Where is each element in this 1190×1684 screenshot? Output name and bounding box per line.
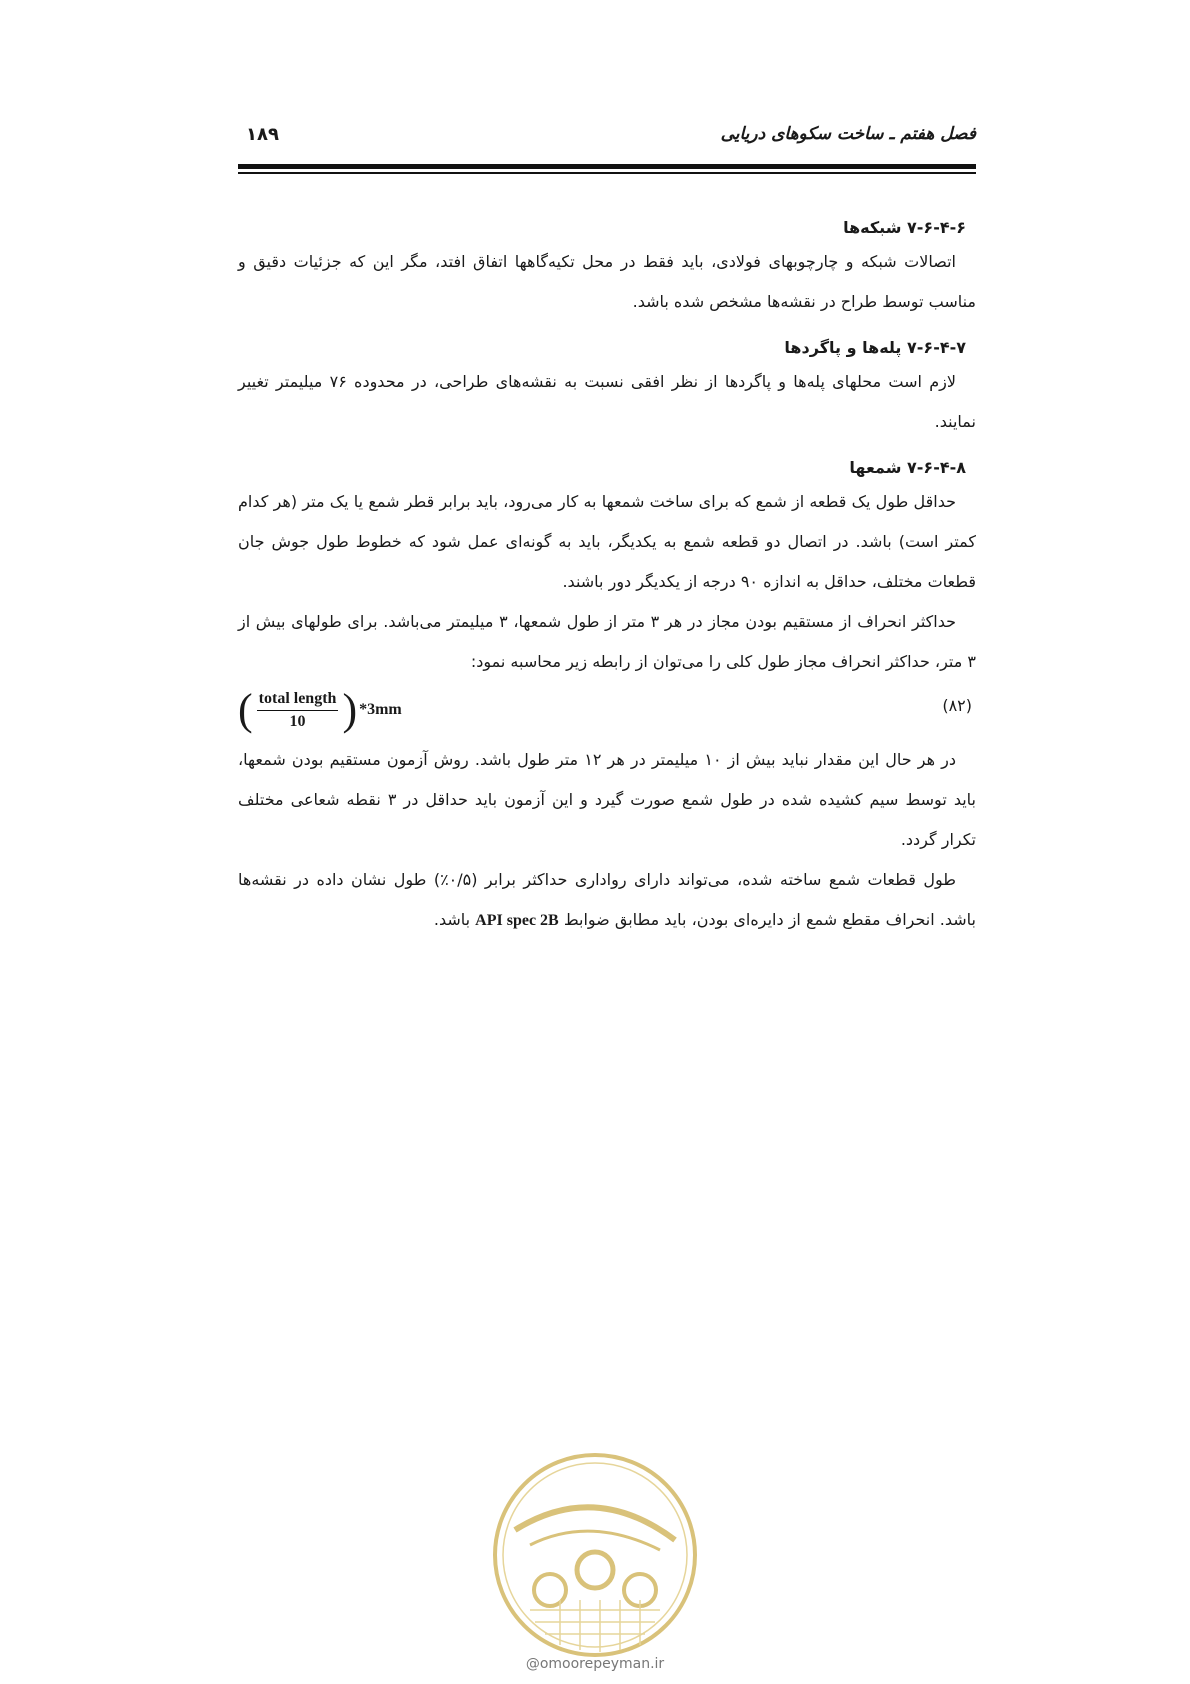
chapter-title: فصل هفتم ـ ساخت سکوهای دریایی (720, 124, 976, 144)
paragraph-piles-1: حداقل طول یک قطعه از شمع که برای ساخت شمعها به کار می‌رود، باید برابر قطر شمع یا یک متر (هر کدام کمتر است) باشد. در اتصال دو قطعه شمع به یکدیگر، باید به گونه‌ای عمل شود که خطوط طول جوش جان قطعات مختلف، حداقل به اندازه ۹۰ درجه از یکدیگر دور باشند. (238, 492, 976, 591)
left-paren: ( (238, 685, 253, 734)
fraction-denominator: 10 (289, 712, 306, 730)
header-rule-thin (238, 172, 976, 174)
header-rule-thick (238, 164, 976, 169)
equation-number: (۸۲) (942, 696, 972, 715)
fraction-numerator: total length (257, 690, 339, 711)
section-heading-piles: ۷-۶-۴-۸ شمعها (849, 458, 966, 477)
standard-reference: API spec 2B (475, 912, 559, 929)
formula-82 (238, 684, 976, 738)
page-body (238, 214, 976, 941)
page-number: ۱۸۹ (246, 124, 279, 145)
watermark-logo-icon (490, 1450, 700, 1660)
formula-multiplier: *3mm (359, 701, 402, 718)
paragraph-piles-2: حداکثر انحراف از مستقیم بودن مجاز در هر ۳ متر از طول شمعها، ۳ میلیمتر می‌باشد. برای طولهای بیش از ۳ متر، حداکثر انحراف مجاز طول کلی را می‌توان از رابطه زیر محاسبه نمود: (238, 612, 976, 671)
paragraph-stairs: لازم است محلهای پله‌ها و پاگردها از نظر افقی نسبت به نقشه‌های طراحی، در محدوده ۷۶ میلیمتر تغییر نمایند. (238, 372, 976, 431)
section-heading-stairs: ۷-۶-۴-۷ پله‌ها و پاگردها (784, 338, 966, 357)
page-header (238, 124, 976, 154)
paragraph-piles-4-text: طول قطعات شمع ساخته شده، می‌تواند دارای رواداری حداکثر برابر (۰/۵٪) طول نشان داده در نقشه‌ها باشد. انحراف مقطع شمع از دایره‌ای بودن، باید مطابق ضوابط (238, 870, 976, 929)
paragraph-piles-4-end: باشد. (433, 910, 476, 929)
paragraph-piles-3: در هر حال این مقدار نباید بیش از ۱۰ میلیمتر در هر ۱۲ متر طول باشد. روش آزمون مستقیم بودن شمعها، باید توسط سیم کشیده شده در طول شمع صورت گیرد و این آزمون باید حداقل در ۳ نقطه شعاعی مختلف تکرار گردد. (238, 750, 977, 849)
right-paren: ) (342, 685, 358, 734)
paragraph-grids: اتصالات شبکه و چارچوبهای فولادی، باید فقط در محل تکیه‌گاهها اتفاق افتد، مگر این که جزئیات دقیق و مناسب توسط طراح در نقشه‌ها مشخص شده باشد. (238, 252, 976, 311)
formula-expression (238, 685, 402, 734)
fraction (253, 690, 343, 731)
paragraph-piles-4 (238, 860, 976, 941)
section-heading-grids: ۷-۶-۴-۶ شبکه‌ها (843, 218, 966, 237)
watermark-caption: @omoorepeyman.ir (525, 1656, 665, 1672)
